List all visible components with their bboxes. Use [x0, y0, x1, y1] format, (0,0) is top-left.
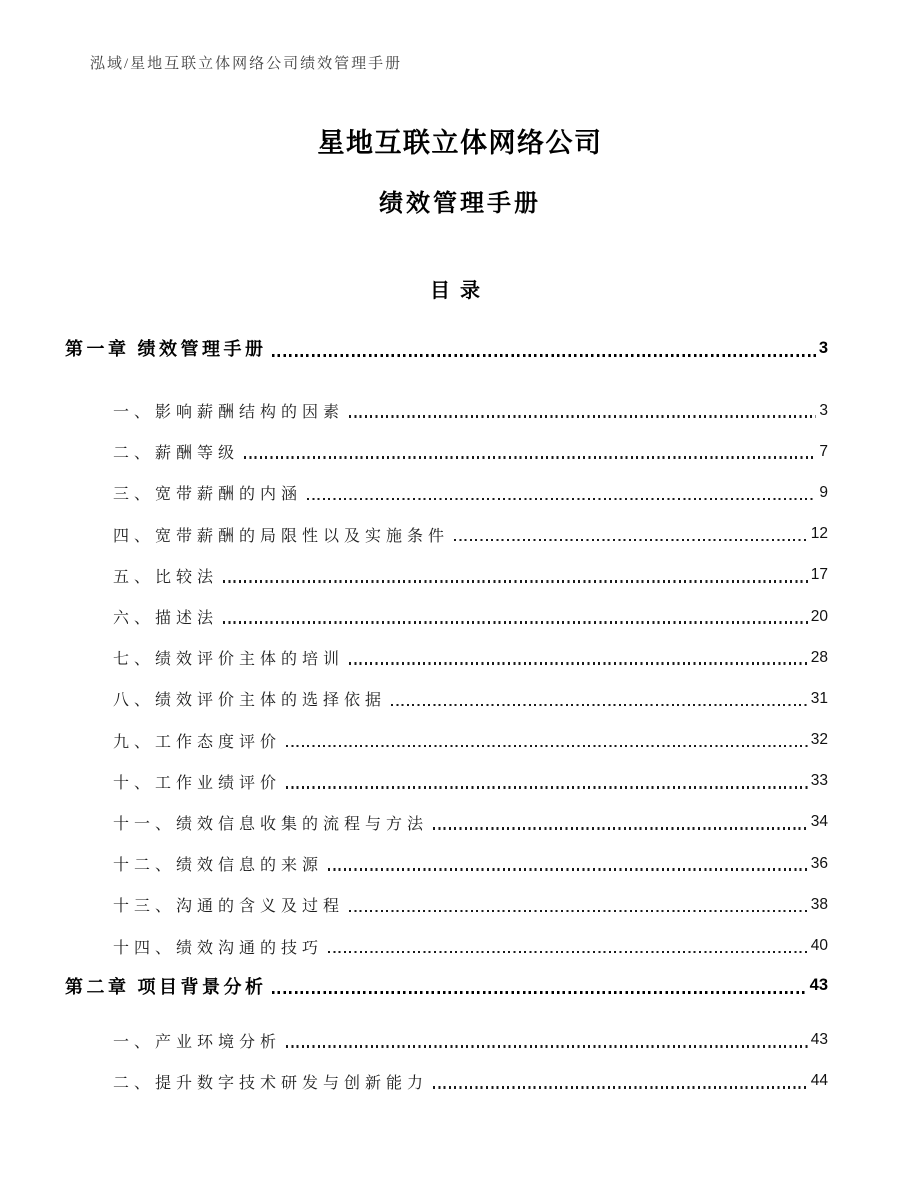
toc-page-number: 20	[810, 607, 828, 625]
toc-chapter-title: 第二章 项目背景分析	[65, 976, 267, 997]
dot-leader	[286, 1045, 808, 1048]
dot-leader	[433, 1086, 808, 1089]
toc-chapter2-items	[65, 1020, 828, 1102]
toc-page-number: 33	[810, 772, 828, 790]
toc-item-label: 三、宽带薪酬的内涵	[113, 486, 303, 504]
toc-item-label: 四、宽带薪酬的局限性以及实施条件	[113, 527, 450, 545]
toc-item-label: 五、比较法	[113, 568, 219, 586]
toc-item-row[interactable]	[65, 1061, 828, 1102]
toc-item-row[interactable]	[65, 884, 828, 925]
toc-page-number: 28	[810, 648, 828, 666]
dot-leader	[307, 498, 816, 501]
toc-item-label: 十三、沟通的含义及过程	[113, 898, 345, 916]
toc-page-number: 3	[819, 401, 828, 419]
toc-item-label: 十、工作业绩评价	[113, 774, 282, 792]
toc-item-row[interactable]	[65, 843, 828, 884]
toc-chapter-row[interactable]	[65, 331, 828, 365]
dot-leader	[349, 910, 808, 913]
toc-chapter1-items	[65, 390, 828, 967]
toc-page-number: 34	[810, 813, 828, 831]
toc-chapter-row[interactable]	[65, 969, 828, 1003]
toc-item-row[interactable]	[65, 720, 828, 761]
dot-leader	[223, 580, 808, 583]
toc-item-label: 九、工作态度评价	[113, 733, 282, 751]
dot-leader	[244, 456, 816, 459]
toc-page-number: 32	[810, 731, 828, 749]
dot-leader	[286, 786, 808, 789]
toc-item-row[interactable]	[65, 514, 828, 555]
toc-page-number: 31	[810, 689, 828, 707]
dot-leader	[328, 868, 808, 871]
toc-page-number: 9	[819, 483, 828, 501]
toc-item-label: 七、绩效评价主体的培训	[113, 651, 345, 669]
document-header-text: 泓域/星地互联立体网络公司绩效管理手册	[90, 56, 403, 72]
table-of-contents	[65, 331, 828, 1102]
toc-item-row[interactable]	[65, 390, 828, 431]
dot-leader	[433, 827, 808, 830]
toc-page-number: 40	[810, 937, 828, 955]
dot-leader	[391, 704, 808, 707]
toc-item-label: 二、提升数字技术研发与创新能力	[113, 1074, 429, 1092]
toc-item-row[interactable]	[65, 555, 828, 596]
dot-leader	[286, 745, 808, 748]
toc-page-number: 17	[810, 566, 828, 584]
dot-leader	[454, 539, 808, 542]
dot-leader	[328, 951, 808, 954]
toc-item-row[interactable]	[65, 802, 828, 843]
toc-page-number: 44	[810, 1072, 828, 1090]
toc-item-row[interactable]	[65, 472, 828, 513]
toc-item-row[interactable]	[65, 596, 828, 637]
toc-page-number: 3	[818, 338, 828, 357]
toc-page-number: 36	[810, 854, 828, 872]
toc-item-label: 一、影响薪酬结构的因素	[113, 404, 345, 422]
toc-page-number: 12	[810, 525, 828, 543]
document-subtitle: 绩效管理手册	[379, 190, 541, 217]
toc-chapter-title: 第一章 绩效管理手册	[65, 339, 267, 359]
toc-item-label: 一、产业环境分析	[113, 1033, 282, 1051]
dot-leader	[272, 354, 816, 357]
toc-page-number: 43	[809, 976, 828, 995]
toc-page-number: 43	[810, 1031, 828, 1049]
toc-item-row[interactable]	[65, 431, 828, 472]
toc-item-label: 十四、绩效沟通的技巧	[113, 939, 324, 957]
toc-item-row[interactable]	[65, 1020, 828, 1061]
dot-leader	[349, 415, 816, 418]
toc-item-row[interactable]	[65, 761, 828, 802]
toc-item-row[interactable]	[65, 637, 828, 678]
toc-item-label: 十二、绩效信息的来源	[113, 857, 324, 875]
dot-leader	[223, 621, 808, 624]
dot-leader	[272, 991, 807, 994]
toc-page-number: 7	[819, 442, 828, 460]
document-title: 星地互联立体网络公司	[317, 128, 603, 158]
toc-heading: 目录	[430, 280, 490, 302]
toc-item-label: 十一、绩效信息收集的流程与方法	[113, 815, 429, 833]
toc-item-label: 八、绩效评价主体的选择依据	[113, 692, 387, 710]
toc-item-row[interactable]	[65, 678, 828, 719]
toc-item-label: 二、薪酬等级	[113, 445, 240, 463]
toc-page-number: 38	[810, 895, 828, 913]
dot-leader	[349, 662, 808, 665]
toc-item-row[interactable]	[65, 925, 828, 966]
toc-item-label: 六、描述法	[113, 610, 219, 628]
